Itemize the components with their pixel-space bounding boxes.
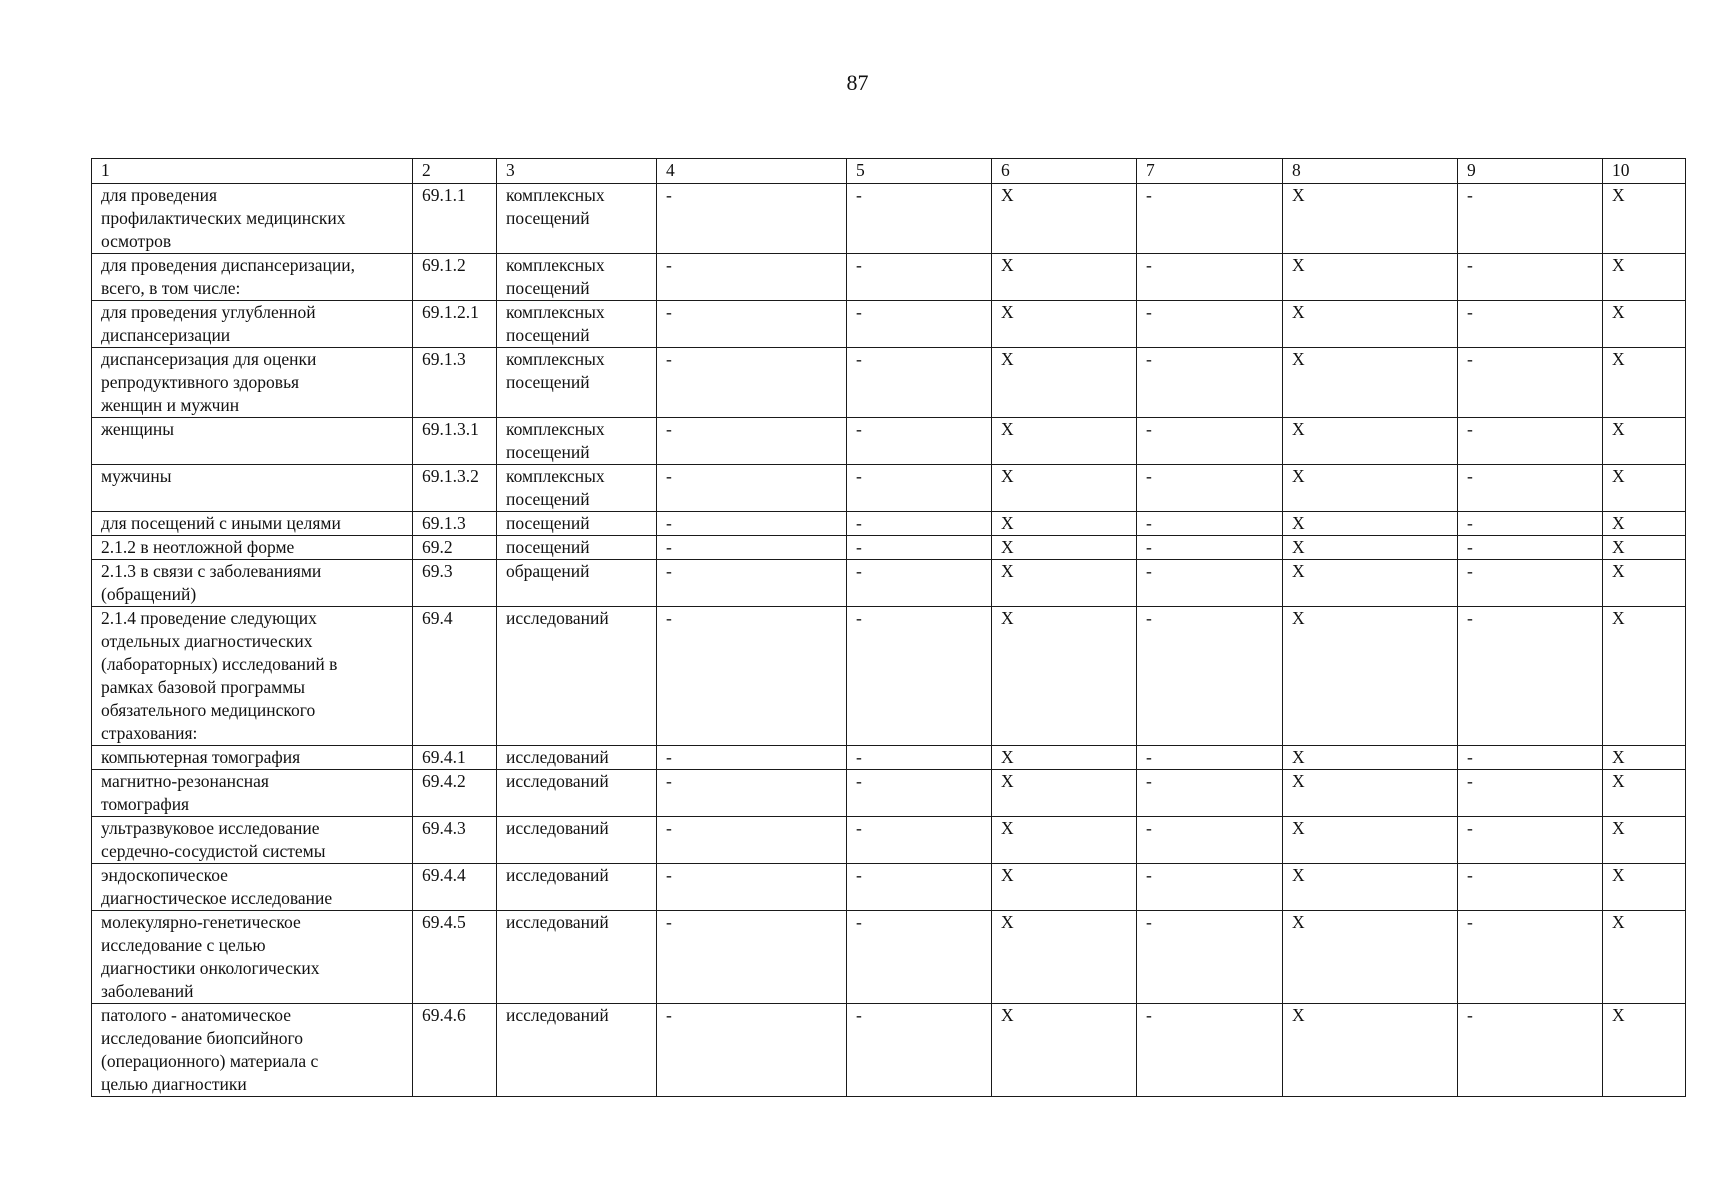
header-cell-col-8: 8 (1283, 159, 1458, 184)
table-row (92, 817, 1686, 864)
table-cell-col-3: комплексных посещений (497, 348, 657, 418)
table-cell-col-10: X (1603, 607, 1686, 746)
table-cell-col-9: - (1458, 465, 1603, 512)
table-cell-col-6: X (992, 512, 1137, 536)
table-cell-col-6: X (992, 607, 1137, 746)
table-cell-col-9: - (1458, 536, 1603, 560)
table-cell-col-1: мужчины (92, 465, 413, 512)
table-cell-col-10: X (1603, 512, 1686, 536)
table-cell-col-2: 69.1.3 (413, 512, 497, 536)
table-cell-col-2: 69.1.2 (413, 254, 497, 301)
table-cell-col-3: комплексных посещений (497, 465, 657, 512)
page-number: 87 (846, 70, 869, 95)
table-cell-col-1: для проведения профилактических медицинских осмотров (92, 184, 413, 254)
table-cell-col-2: 69.4.6 (413, 1004, 497, 1097)
table-cell-col-1: молекулярно-генетическое исследование с целью диагностики онкологических заболеваний (92, 911, 413, 1004)
table-cell-col-7: - (1137, 560, 1283, 607)
table-row (92, 864, 1686, 911)
table-cell-col-8: X (1283, 1004, 1458, 1097)
table-cell-col-4: - (657, 817, 847, 864)
table-cell-col-2: 69.4 (413, 607, 497, 746)
table-cell-col-3: исследований (497, 1004, 657, 1097)
table-cell-col-2: 69.4.4 (413, 864, 497, 911)
table-cell-col-9: - (1458, 301, 1603, 348)
table-cell-col-6: X (992, 864, 1137, 911)
table-cell-col-2: 69.1.3.1 (413, 418, 497, 465)
table-cell-col-10: X (1603, 560, 1686, 607)
table-cell-col-2: 69.3 (413, 560, 497, 607)
table-cell-col-7: - (1137, 817, 1283, 864)
table-cell-col-7: - (1137, 911, 1283, 1004)
table-cell-col-7: - (1137, 512, 1283, 536)
table-cell-col-5: - (847, 254, 992, 301)
table-cell-col-7: - (1137, 536, 1283, 560)
table-cell-col-10: X (1603, 911, 1686, 1004)
table-body (92, 159, 1686, 1097)
table-cell-col-1: ультразвуковое исследование сердечно-сосудистой системы (92, 817, 413, 864)
table-cell-col-5: - (847, 536, 992, 560)
table-cell-col-10: X (1603, 184, 1686, 254)
table-cell-col-2: 69.1.2.1 (413, 301, 497, 348)
table-cell-col-4: - (657, 1004, 847, 1097)
table-cell-col-5: - (847, 301, 992, 348)
table-cell-col-10: X (1603, 1004, 1686, 1097)
table-cell-col-5: - (847, 348, 992, 418)
table-cell-col-2: 69.4.1 (413, 746, 497, 770)
table-cell-col-1: 2.1.4 проведение следующих отдельных диагностических (лабораторных) исследований в рамках базовой программы обязательного медицинского страхования: (92, 607, 413, 746)
table-cell-col-9: - (1458, 607, 1603, 746)
table-row (92, 418, 1686, 465)
table-cell-col-10: X (1603, 418, 1686, 465)
table-cell-col-4: - (657, 512, 847, 536)
header-cell-col-4: 4 (657, 159, 847, 184)
table-cell-col-1: магнитно-резонансная томография (92, 770, 413, 817)
table-cell-col-7: - (1137, 418, 1283, 465)
table-cell-col-3: исследований (497, 607, 657, 746)
table-cell-col-2: 69.1.1 (413, 184, 497, 254)
table-cell-col-5: - (847, 911, 992, 1004)
table-cell-col-5: - (847, 607, 992, 746)
table-cell-col-2: 69.2 (413, 536, 497, 560)
table-cell-col-8: X (1283, 770, 1458, 817)
table-cell-col-10: X (1603, 536, 1686, 560)
table-cell-col-6: X (992, 348, 1137, 418)
table-row (92, 184, 1686, 254)
table-cell-col-4: - (657, 536, 847, 560)
table-cell-col-4: - (657, 301, 847, 348)
table-cell-col-4: - (657, 348, 847, 418)
table-cell-col-9: - (1458, 864, 1603, 911)
header-cell-col-5: 5 (847, 159, 992, 184)
table-row (92, 536, 1686, 560)
table-cell-col-7: - (1137, 465, 1283, 512)
table-cell-col-10: X (1603, 746, 1686, 770)
table-row (92, 348, 1686, 418)
table-cell-col-7: - (1137, 864, 1283, 911)
table-cell-col-4: - (657, 465, 847, 512)
table-cell-col-2: 69.4.5 (413, 911, 497, 1004)
table-cell-col-4: - (657, 254, 847, 301)
table-cell-col-8: X (1283, 911, 1458, 1004)
table-cell-col-3: комплексных посещений (497, 301, 657, 348)
header-cell-col-3: 3 (497, 159, 657, 184)
table-cell-col-6: X (992, 817, 1137, 864)
table-cell-col-1: диспансеризация для оценки репродуктивного здоровья женщин и мужчин (92, 348, 413, 418)
table-cell-col-10: X (1603, 864, 1686, 911)
table-cell-col-1: патолого - анатомическое исследование биопсийного (операционного) материала с целью диагностики (92, 1004, 413, 1097)
table-cell-col-5: - (847, 864, 992, 911)
table-cell-col-5: - (847, 184, 992, 254)
table-cell-col-2: 69.1.3 (413, 348, 497, 418)
table-cell-col-9: - (1458, 770, 1603, 817)
table-cell-col-10: X (1603, 465, 1686, 512)
table-cell-col-8: X (1283, 560, 1458, 607)
table-cell-col-10: X (1603, 301, 1686, 348)
table-cell-col-8: X (1283, 465, 1458, 512)
table-cell-col-3: комплексных посещений (497, 254, 657, 301)
table-cell-col-7: - (1137, 301, 1283, 348)
table-cell-col-8: X (1283, 512, 1458, 536)
table-cell-col-9: - (1458, 911, 1603, 1004)
table-cell-col-1: эндоскопическое диагностическое исследование (92, 864, 413, 911)
table-cell-col-4: - (657, 418, 847, 465)
table-cell-col-5: - (847, 1004, 992, 1097)
table-cell-col-5: - (847, 512, 992, 536)
table-cell-col-2: 69.4.2 (413, 770, 497, 817)
table-cell-col-7: - (1137, 254, 1283, 301)
data-table (91, 158, 1686, 1097)
table-cell-col-5: - (847, 560, 992, 607)
table-cell-col-10: X (1603, 254, 1686, 301)
header-cell-col-6: 6 (992, 159, 1137, 184)
header-cell-col-2: 2 (413, 159, 497, 184)
table-cell-col-8: X (1283, 301, 1458, 348)
table-cell-col-4: - (657, 770, 847, 817)
table-cell-col-7: - (1137, 746, 1283, 770)
table-cell-col-6: X (992, 746, 1137, 770)
table-cell-col-7: - (1137, 1004, 1283, 1097)
table-cell-col-7: - (1137, 607, 1283, 746)
table-cell-col-3: исследований (497, 770, 657, 817)
table-cell-col-6: X (992, 301, 1137, 348)
table-cell-col-8: X (1283, 418, 1458, 465)
table-cell-col-3: обращений (497, 560, 657, 607)
table-cell-col-4: - (657, 864, 847, 911)
table-cell-col-8: X (1283, 184, 1458, 254)
table-cell-col-6: X (992, 184, 1137, 254)
table-cell-col-2: 69.1.3.2 (413, 465, 497, 512)
table-row (92, 911, 1686, 1004)
table-cell-col-3: комплексных посещений (497, 184, 657, 254)
table-cell-col-3: исследований (497, 911, 657, 1004)
table-row (92, 746, 1686, 770)
header-cell-col-7: 7 (1137, 159, 1283, 184)
header-cell-col-1: 1 (92, 159, 413, 184)
table-cell-col-3: посещений (497, 512, 657, 536)
table-cell-col-8: X (1283, 817, 1458, 864)
table-cell-col-5: - (847, 465, 992, 512)
table-cell-col-9: - (1458, 746, 1603, 770)
table-header-row (92, 159, 1686, 184)
table-cell-col-6: X (992, 560, 1137, 607)
table-cell-col-10: X (1603, 770, 1686, 817)
table-cell-col-1: для посещений с иными целями (92, 512, 413, 536)
table-cell-col-9: - (1458, 254, 1603, 301)
table-cell-col-6: X (992, 536, 1137, 560)
table-cell-col-6: X (992, 465, 1137, 512)
table-row (92, 465, 1686, 512)
table-cell-col-3: исследований (497, 746, 657, 770)
table-cell-col-7: - (1137, 184, 1283, 254)
table-cell-col-8: X (1283, 746, 1458, 770)
table-cell-col-5: - (847, 817, 992, 864)
table-cell-col-1: женщины (92, 418, 413, 465)
table-cell-col-1: для проведения диспансеризации, всего, в том числе: (92, 254, 413, 301)
table-cell-col-9: - (1458, 817, 1603, 864)
header-cell-col-9: 9 (1458, 159, 1603, 184)
table-cell-col-9: - (1458, 1004, 1603, 1097)
table-cell-col-10: X (1603, 348, 1686, 418)
table-cell-col-6: X (992, 770, 1137, 817)
table-cell-col-5: - (847, 770, 992, 817)
table-cell-col-1: для проведения углубленной диспансеризации (92, 301, 413, 348)
table-cell-col-7: - (1137, 770, 1283, 817)
table-cell-col-1: 2.1.2 в неотложной форме (92, 536, 413, 560)
table-cell-col-8: X (1283, 536, 1458, 560)
table-cell-col-1: компьютерная томография (92, 746, 413, 770)
table-cell-col-3: исследований (497, 864, 657, 911)
table-cell-col-1: 2.1.3 в связи с заболеваниями (обращений) (92, 560, 413, 607)
table-cell-col-4: - (657, 607, 847, 746)
table-cell-col-9: - (1458, 348, 1603, 418)
table-cell-col-10: X (1603, 817, 1686, 864)
table-row (92, 301, 1686, 348)
table-row (92, 512, 1686, 536)
table-cell-col-4: - (657, 911, 847, 1004)
table-cell-col-3: исследований (497, 817, 657, 864)
table-cell-col-8: X (1283, 348, 1458, 418)
table-cell-col-4: - (657, 746, 847, 770)
table-cell-col-4: - (657, 560, 847, 607)
table-cell-col-9: - (1458, 418, 1603, 465)
table-cell-col-6: X (992, 911, 1137, 1004)
table-cell-col-6: X (992, 418, 1137, 465)
table-row (92, 254, 1686, 301)
table-cell-col-9: - (1458, 184, 1603, 254)
table-cell-col-3: посещений (497, 536, 657, 560)
table-cell-col-8: X (1283, 864, 1458, 911)
table-cell-col-6: X (992, 1004, 1137, 1097)
table-row (92, 770, 1686, 817)
table-cell-col-7: - (1137, 348, 1283, 418)
table-cell-col-8: X (1283, 254, 1458, 301)
table-cell-col-5: - (847, 418, 992, 465)
table-row (92, 607, 1686, 746)
table-cell-col-3: комплексных посещений (497, 418, 657, 465)
table-row (92, 1004, 1686, 1097)
table-row (92, 560, 1686, 607)
table-cell-col-2: 69.4.3 (413, 817, 497, 864)
table-cell-col-4: - (657, 184, 847, 254)
table-cell-col-9: - (1458, 560, 1603, 607)
table-cell-col-6: X (992, 254, 1137, 301)
table-cell-col-9: - (1458, 512, 1603, 536)
header-cell-col-10: 10 (1603, 159, 1686, 184)
table-cell-col-5: - (847, 746, 992, 770)
table-cell-col-8: X (1283, 607, 1458, 746)
